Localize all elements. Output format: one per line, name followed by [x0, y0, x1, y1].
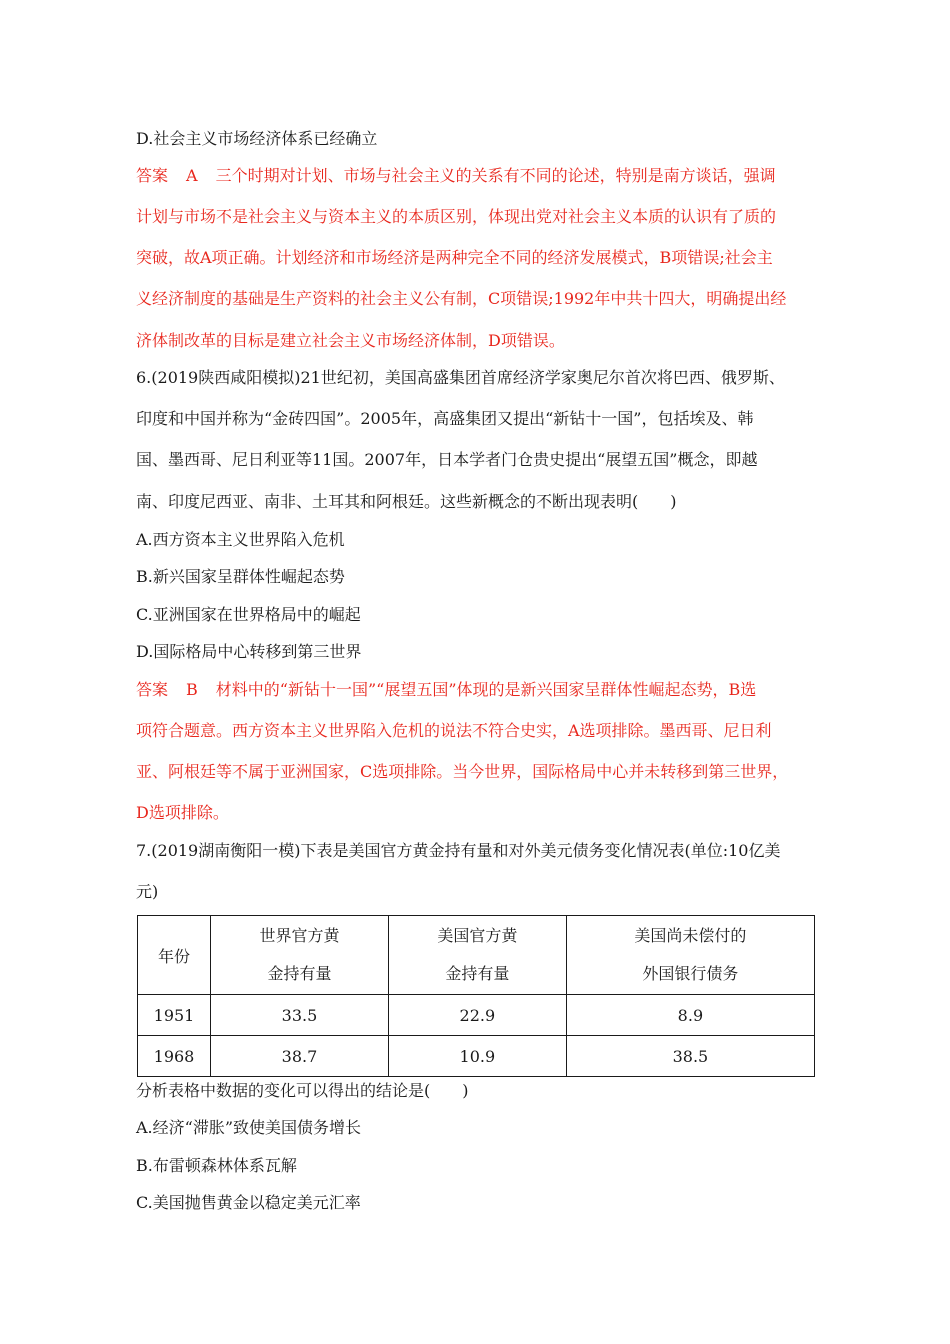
table-cell: 1951 — [138, 995, 211, 1036]
question-7-option-c: C.美国抛售黄金以稳定美元汇率 — [136, 1193, 361, 1212]
question-7-line-2: 元) — [136, 882, 159, 901]
question-6-line-4: 南、印度尼西亚、南非、土耳其和阿根廷。这些新概念的不断出现表明( ) — [136, 492, 677, 511]
table-row — [138, 1036, 815, 1077]
answer-5-line-3: 突破，故A项正确。计划经济和市场经济是两种完全不同的经济发展模式，B项错误;社会主 — [136, 248, 773, 267]
answer-5-line-2: 计划与市场不是社会主义与资本主义的本质区别，体现出党对社会主义本质的认识有了质的 — [136, 207, 777, 226]
answer-text: 三个时期对计划、市场与社会主义的关系有不同的论述，特别是南方谈话，强调 — [215, 166, 776, 185]
table-cell: 38.7 — [211, 1036, 389, 1077]
table-cell: 33.5 — [211, 995, 389, 1036]
gold-debt-table — [137, 915, 815, 1077]
header-world-gold: 世界官方黄 金持有量 — [211, 916, 389, 995]
question-6-option-c: C.亚洲国家在世界格局中的崛起 — [136, 605, 361, 624]
question-7-option-b: B.布雷顿森林体系瓦解 — [136, 1156, 297, 1175]
answer-letter: B — [186, 680, 198, 699]
answer-6-line-2: 项符合题意。西方资本主义世界陷入危机的说法不符合史实，A选项排除。墨西哥、尼日利 — [136, 721, 772, 740]
question-6-line-3: 国、墨西哥、尼日利亚等11国。2007年，日本学者门仓贵史提出“展望五国”概念，即越 — [136, 450, 758, 469]
table-cell: 38.5 — [566, 1036, 814, 1077]
answer-5-line-5: 济体制改革的目标是建立社会主义市场经济体制，D项错误。 — [136, 331, 565, 350]
table-header-row — [138, 916, 815, 995]
question-6-option-a: A.西方资本主义世界陷入危机 — [136, 530, 345, 549]
answer-5-line-1 — [136, 166, 816, 186]
question-6-line-2: 印度和中国并称为“金砖四国”。2005年，高盛集团又提出“新钻十一国”，包括埃及、韩 — [136, 409, 754, 428]
header-year: 年份 — [138, 916, 211, 995]
question-7-stem: 分析表格中数据的变化可以得出的结论是( ) — [136, 1081, 469, 1100]
answer-label: 答案 — [136, 680, 169, 699]
table-cell: 8.9 — [566, 995, 814, 1036]
answer-label: 答案 — [136, 166, 169, 185]
answer-6-line-4: D选项排除。 — [136, 803, 229, 822]
question-7-line-1: 7.(2019湖南衡阳一模)下表是美国官方黄金持有量和对外美元债务变化情况表(单位:10亿美 — [136, 841, 781, 860]
table-cell: 10.9 — [388, 1036, 566, 1077]
header-us-debt: 美国尚未偿付的 外国银行债务 — [566, 916, 814, 995]
question-7-option-a: A.经济“滞胀”致使美国债务增长 — [136, 1118, 362, 1137]
question-6-option-d: D.国际格局中心转移到第三世界 — [136, 642, 362, 661]
question-6-line-1: 6.(2019陕西咸阳模拟)21世纪初，美国高盛集团首席经济学家奥尼尔首次将巴西、俄罗斯、 — [136, 368, 785, 387]
answer-letter: A — [186, 166, 198, 185]
question-6-option-b: B.新兴国家呈群体性崛起态势 — [136, 567, 345, 586]
answer-5-line-4: 义经济制度的基础是生产资料的社会主义公有制，C项错误;1992年中共十四大，明确提出经 — [136, 289, 787, 308]
answer-6-line-3: 亚、阿根廷等不属于亚洲国家，C选项排除。当今世界，国际格局中心并未转移到第三世界， — [136, 762, 789, 781]
answer-text: 材料中的“新钻十一国”“展望五国”体现的是新兴国家呈群体性崛起态势，B选 — [215, 680, 757, 699]
answer-6-line-1 — [136, 680, 816, 700]
table-cell: 1968 — [138, 1036, 211, 1077]
header-us-gold: 美国官方黄 金持有量 — [388, 916, 566, 995]
table-row — [138, 995, 815, 1036]
prev-option-d: D.社会主义市场经济体系已经确立 — [136, 129, 378, 148]
table-cell: 22.9 — [388, 995, 566, 1036]
